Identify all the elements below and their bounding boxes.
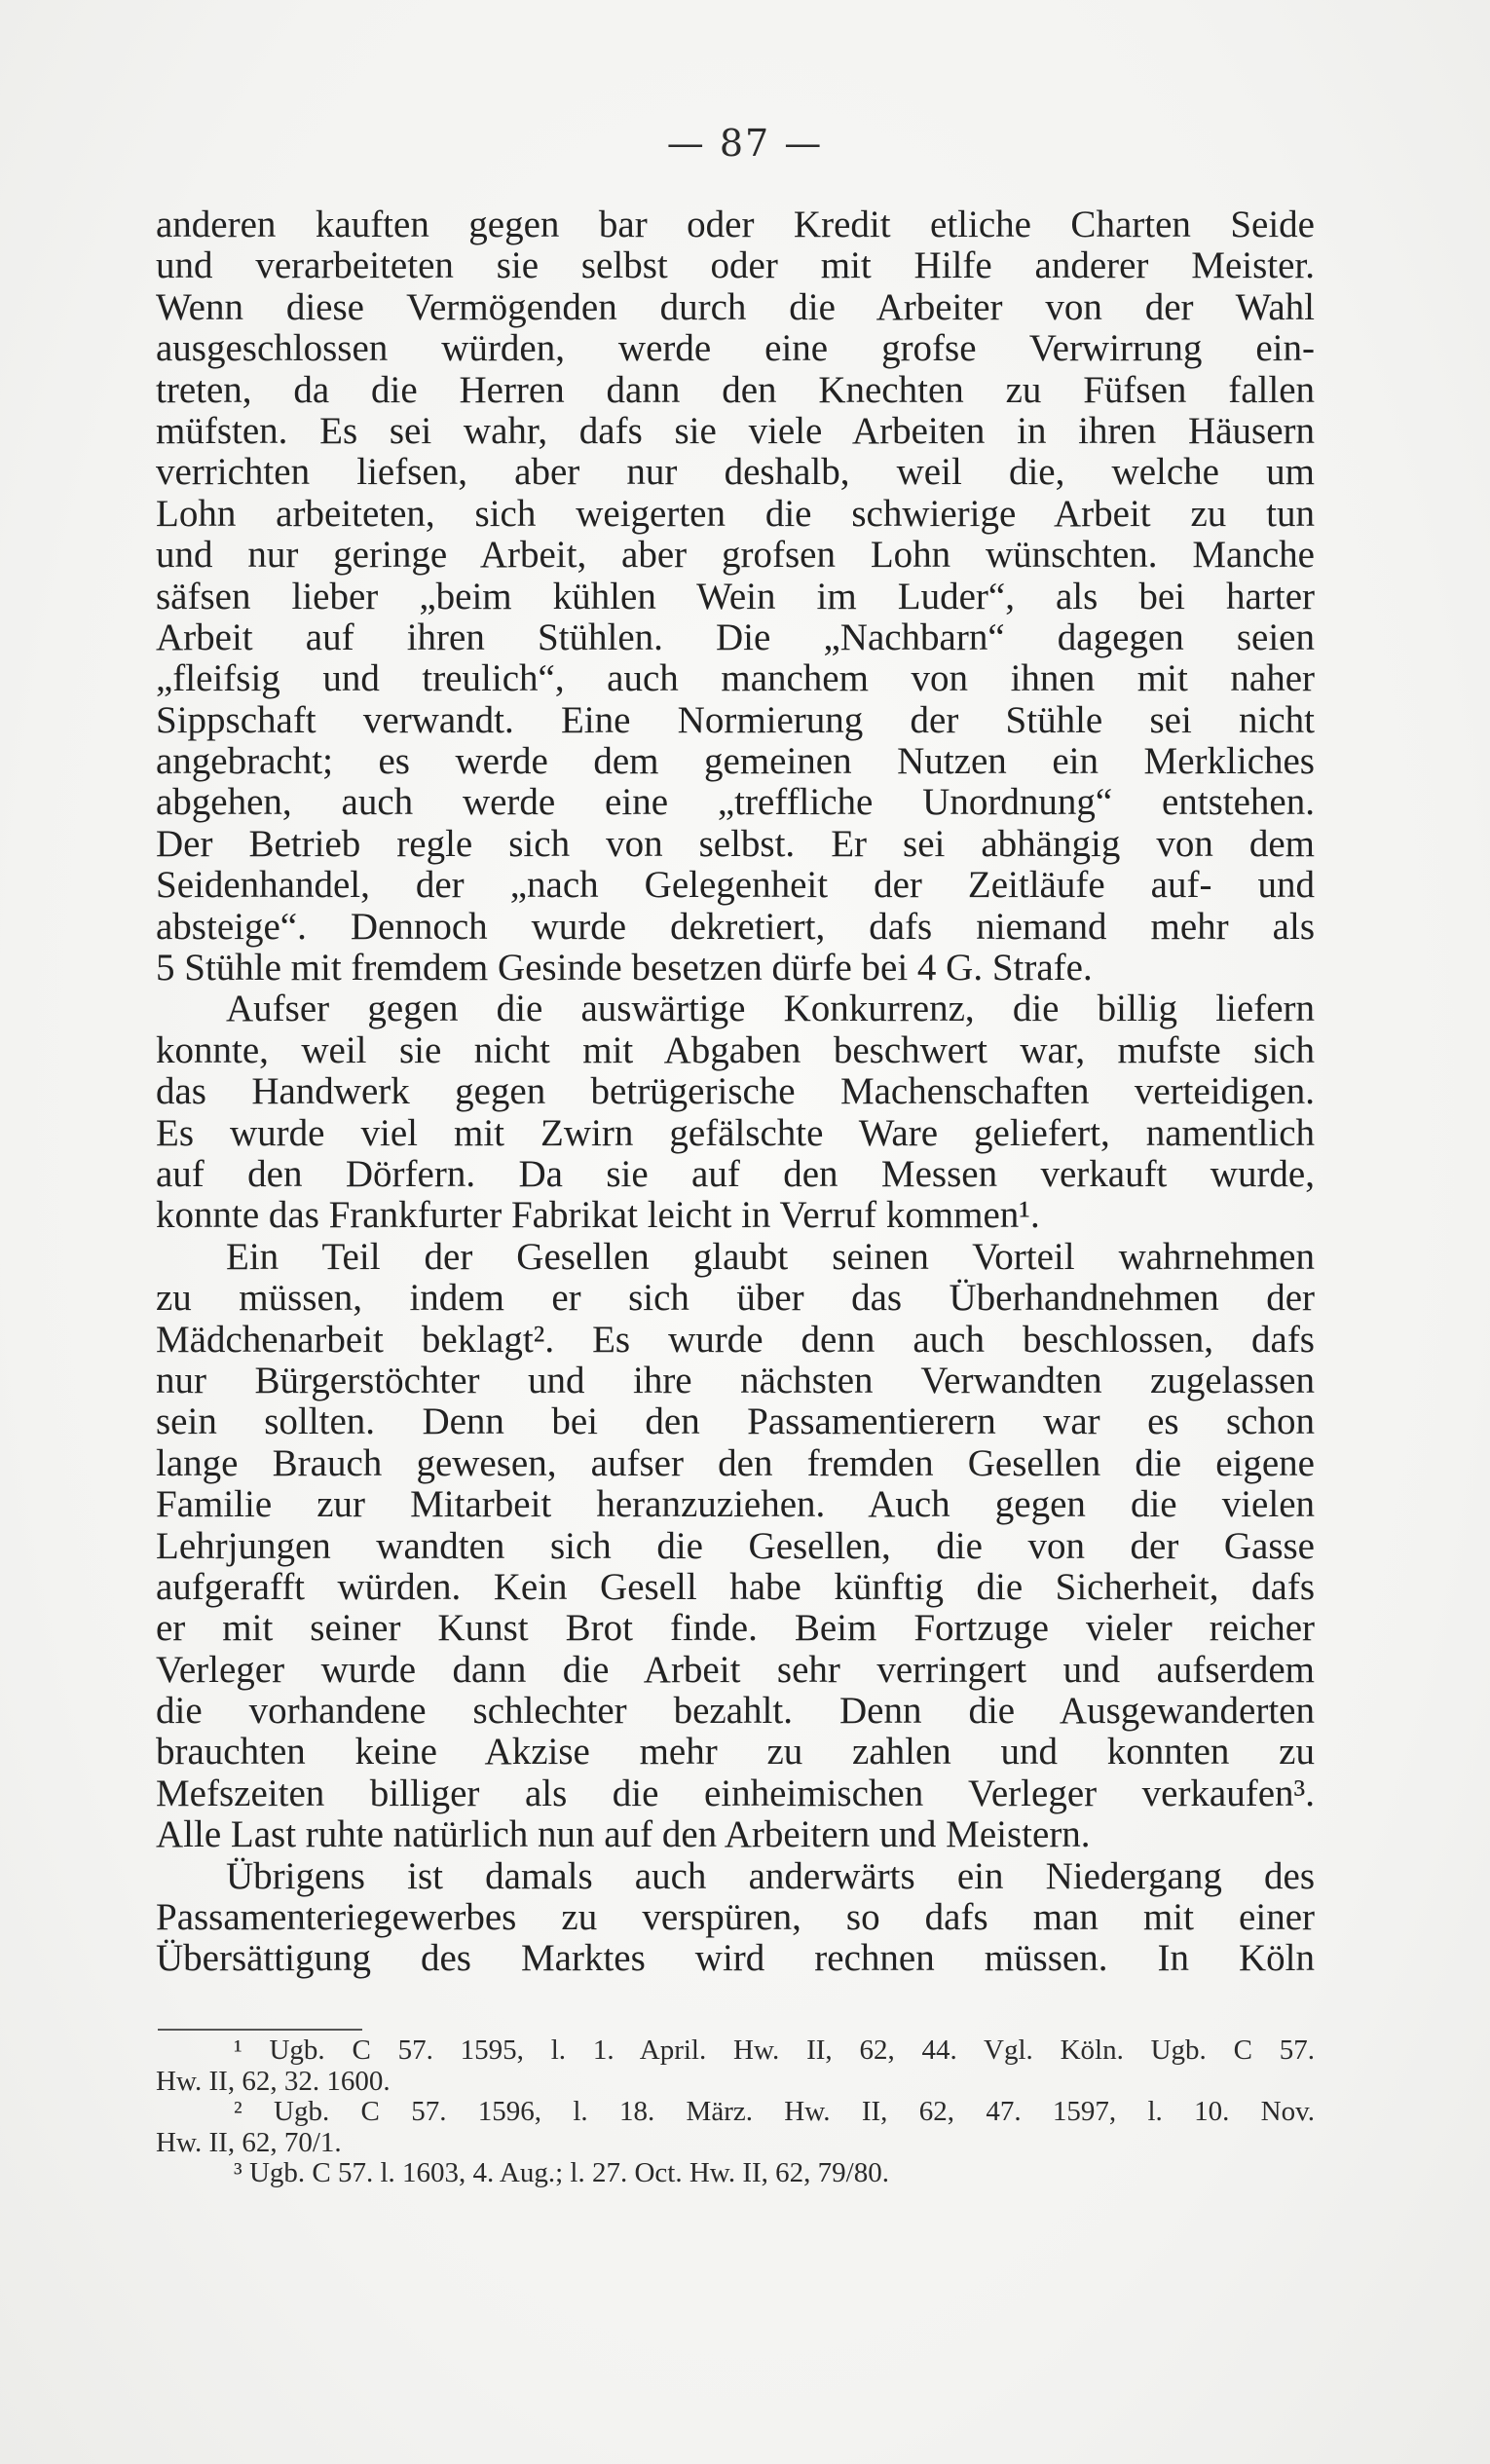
body-line: anderen kauften gegen bar oder Kredit etliche Charten Seide [156,204,1315,245]
body-line: konnte, weil sie nicht mit Abgaben beschwert war, mufste sich [156,1028,1315,1071]
body-line: Wenn diese Vermögenden durch die Arbeiter von der Wahl [156,285,1315,328]
body-line: lange Brauch gewesen, aufser den fremden Gesellen die eigene [156,1441,1315,1484]
body-text [156,205,1315,1980]
footnote-line: Hw. II, 62, 32. 1600. [156,2065,391,2097]
body-line: angebracht; es werde dem gemeinen Nutzen ein Merkliches [156,740,1315,783]
body-line: Übrigens ist damals auch anderwärts ein Niedergang des [226,1854,1315,1897]
body-line: Es wurde viel mit Zwirn gefälschte Ware geliefert, namentlich [156,1111,1315,1154]
body-line: „fleifsig und treulich“, auch manchem von ihnen mit naher [156,657,1315,700]
body-line: Alle Last ruhte natürlich nun auf den Arbeitern und Meistern. [156,1813,1091,1856]
body-line: er mit seiner Kunst Brot finde. Beim Fortzuge vieler reicher [156,1607,1315,1650]
body-line: Familie zur Mitarbeit heranzuziehen. Auch gegen die vielen [156,1483,1315,1526]
body-line: konnte das Frankfurter Fabrikat leicht in Verruf kommen¹. [156,1194,1040,1237]
body-line: treten, da die Herren dann den Knechten zu Füfsen fallen [156,368,1315,411]
body-line: brauchten keine Akzise mehr zu zahlen und konnten zu [156,1731,1315,1773]
body-line: absteige“. Dennoch wurde dekretiert, dafs niemand mehr als [156,905,1315,948]
body-line: Aufser gegen die auswärtige Konkurrenz, die billig liefern [226,988,1315,1030]
footnote-line: ² Ugb. C 57. 1596, l. 18. März. Hw. II, 62, 47. 1597, l. 10. Nov. [234,2096,1315,2127]
page-number: — 87 — [666,122,824,165]
footnote-line: ¹ Ugb. C 57. 1595, l. 1. April. Hw. II, 62, 44. Vgl. Köln. Ugb. C 57. [234,2035,1315,2066]
body-line: und nur geringe Arbeit, aber grofsen Lohn wünschten. Manche [156,534,1315,577]
body-line: und verarbeiteten sie selbst oder mit Hilfe anderer Meister. [156,244,1315,287]
body-line: die vorhandene schlechter bezahlt. Denn die Ausgewanderten [156,1690,1315,1733]
body-line: Mädchenarbeit beklagt². Es wurde denn auch beschlossen, dafs [156,1318,1315,1361]
footnote-divider [158,2029,362,2031]
footnote-line: Hw. II, 62, 70/1. [156,2126,342,2158]
body-line: Sippschaft verwandt. Eine Normierung der Stühle sei nicht [156,698,1315,741]
body-line: Lohn arbeiteten, sich weigerten die schwierige Arbeit zu tun [156,492,1315,535]
body-line: müfsten. Es sei wahr, dafs sie viele Arbeiten in ihren Häusern [156,409,1315,452]
body-line: abgehen, auch werde eine „treffliche Unordnung“ entstehen. [156,781,1315,824]
body-line: sein sollten. Denn bei den Passamentierern war es schon [156,1400,1315,1443]
body-line: ausgeschlossen würden, werde eine grofse Verwirrung ein- [156,327,1315,370]
body-line: nur Bürgerstöchter und ihre nächsten Verwandten zugelassen [156,1359,1315,1401]
body-line: säfsen lieber „beim kühlen Wein im Luder“, als bei harter [156,575,1315,617]
body-line: Arbeit auf ihren Stühlen. Die „Nachbarn“ dagegen seien [156,616,1315,658]
footnote-line: ³ Ugb. C 57. l. 1603, 4. Aug.; l. 27. Oct. Hw. II, 62, 79/80. [234,2157,889,2188]
body-line: Mefszeiten billiger als die einheimischen Verleger verkaufen³. [156,1772,1315,1814]
footnotes [156,2035,1315,2189]
body-line: zu müssen, indem er sich über das Überhandnehmen der [156,1277,1315,1320]
body-line: Ein Teil der Gesellen glaubt seinen Vorteil wahrnehmen [226,1235,1315,1278]
body-line: Lehrjungen wandten sich die Gesellen, die von der Gasse [156,1524,1315,1567]
body-line: Seidenhandel, der „nach Gelegenheit der Zeitläufe auf- und [156,864,1315,907]
body-line: 5 Stühle mit fremdem Gesinde besetzen dürfe bei 4 G. Strafe. [156,947,1093,989]
body-line: Der Betrieb regle sich von selbst. Er sei abhängig von dem [156,822,1315,865]
body-line: auf den Dörfern. Da sie auf den Messen verkauft wurde, [156,1152,1315,1195]
body-line: das Handwerk gegen betrügerische Machenschaften verteidigen. [156,1070,1315,1113]
body-line: Passamenteriegewerbes zu verspüren, so dafs man mit einer [156,1896,1315,1939]
body-line: Übersättigung des Marktes wird rechnen müssen. In Köln [156,1937,1315,1980]
body-line: aufgerafft würden. Kein Gesell habe künftig die Sicherheit, dafs [156,1565,1315,1608]
body-line: Verleger wurde dann die Arbeit sehr verringert und aufserdem [156,1648,1315,1691]
body-line: verrichten liefsen, aber nur deshalb, weil die, welche um [156,451,1315,494]
